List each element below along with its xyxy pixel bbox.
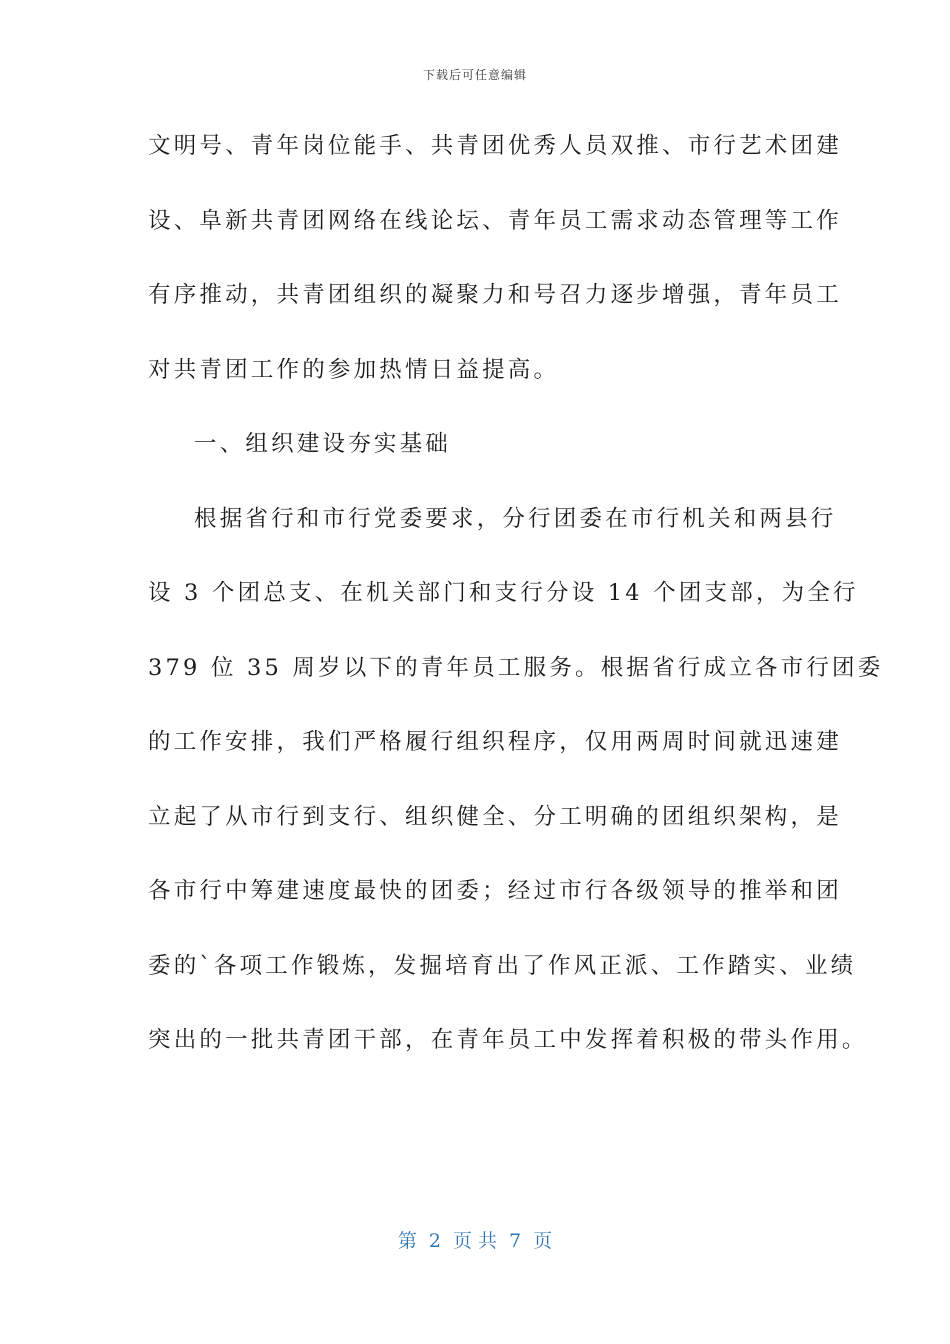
- text-line: 突出的一批共青团干部，在青年员工中发挥着积极的带头作用。: [148, 1027, 868, 1053]
- page-number-footer: [0, 1226, 950, 1253]
- text-line: 的工作安排，我们严格履行组织程序，仅用两周时间就迅速建: [148, 729, 842, 755]
- text-line: 文明号、青年岗位能手、共青团优秀人员双推、市行艺术团建: [148, 133, 842, 159]
- text-line: 设 3 个团总支、在机关部门和支行分设 14 个团支部，为全行: [148, 580, 859, 606]
- footer-suffix: 页: [533, 1230, 553, 1252]
- text-line: 各市行中筹建速度最快的团委；经过市行各级领导的推举和团: [148, 878, 842, 904]
- section-heading: 一、组织建设夯实基础: [194, 431, 452, 457]
- footer-middle: 页 共: [452, 1230, 498, 1252]
- footer-page-number: 2: [428, 1230, 441, 1252]
- text-line: 设、阜新共青团网络在线论坛、青年员工需求动态管理等工作: [148, 207, 842, 234]
- text-line: 379 位 35 周岁以下的青年员工服务。根据省行成立各市行团委: [148, 654, 884, 681]
- text-line: 立起了从市行到支行、组织健全、分工明确的团组织架构，是: [148, 803, 842, 830]
- text-line: 委的`各项工作锻炼，发掘培育出了作风正派、工作踏实、业绩: [148, 952, 857, 979]
- page-header-note: 下载后可任意编辑: [422, 68, 527, 82]
- text-line: 对共青团工作的参加热情日益提高。: [148, 356, 560, 383]
- text-line: 根据省行和市行党委要求，分行团委在市行机关和两县行: [194, 505, 837, 532]
- footer-prefix: 第: [397, 1230, 417, 1252]
- text-line: 有序推动，共青团组织的凝聚力和号召力逐步增强，青年员工: [148, 282, 842, 308]
- footer-total-pages: 7: [509, 1230, 522, 1252]
- body-text: [148, 122, 884, 1091]
